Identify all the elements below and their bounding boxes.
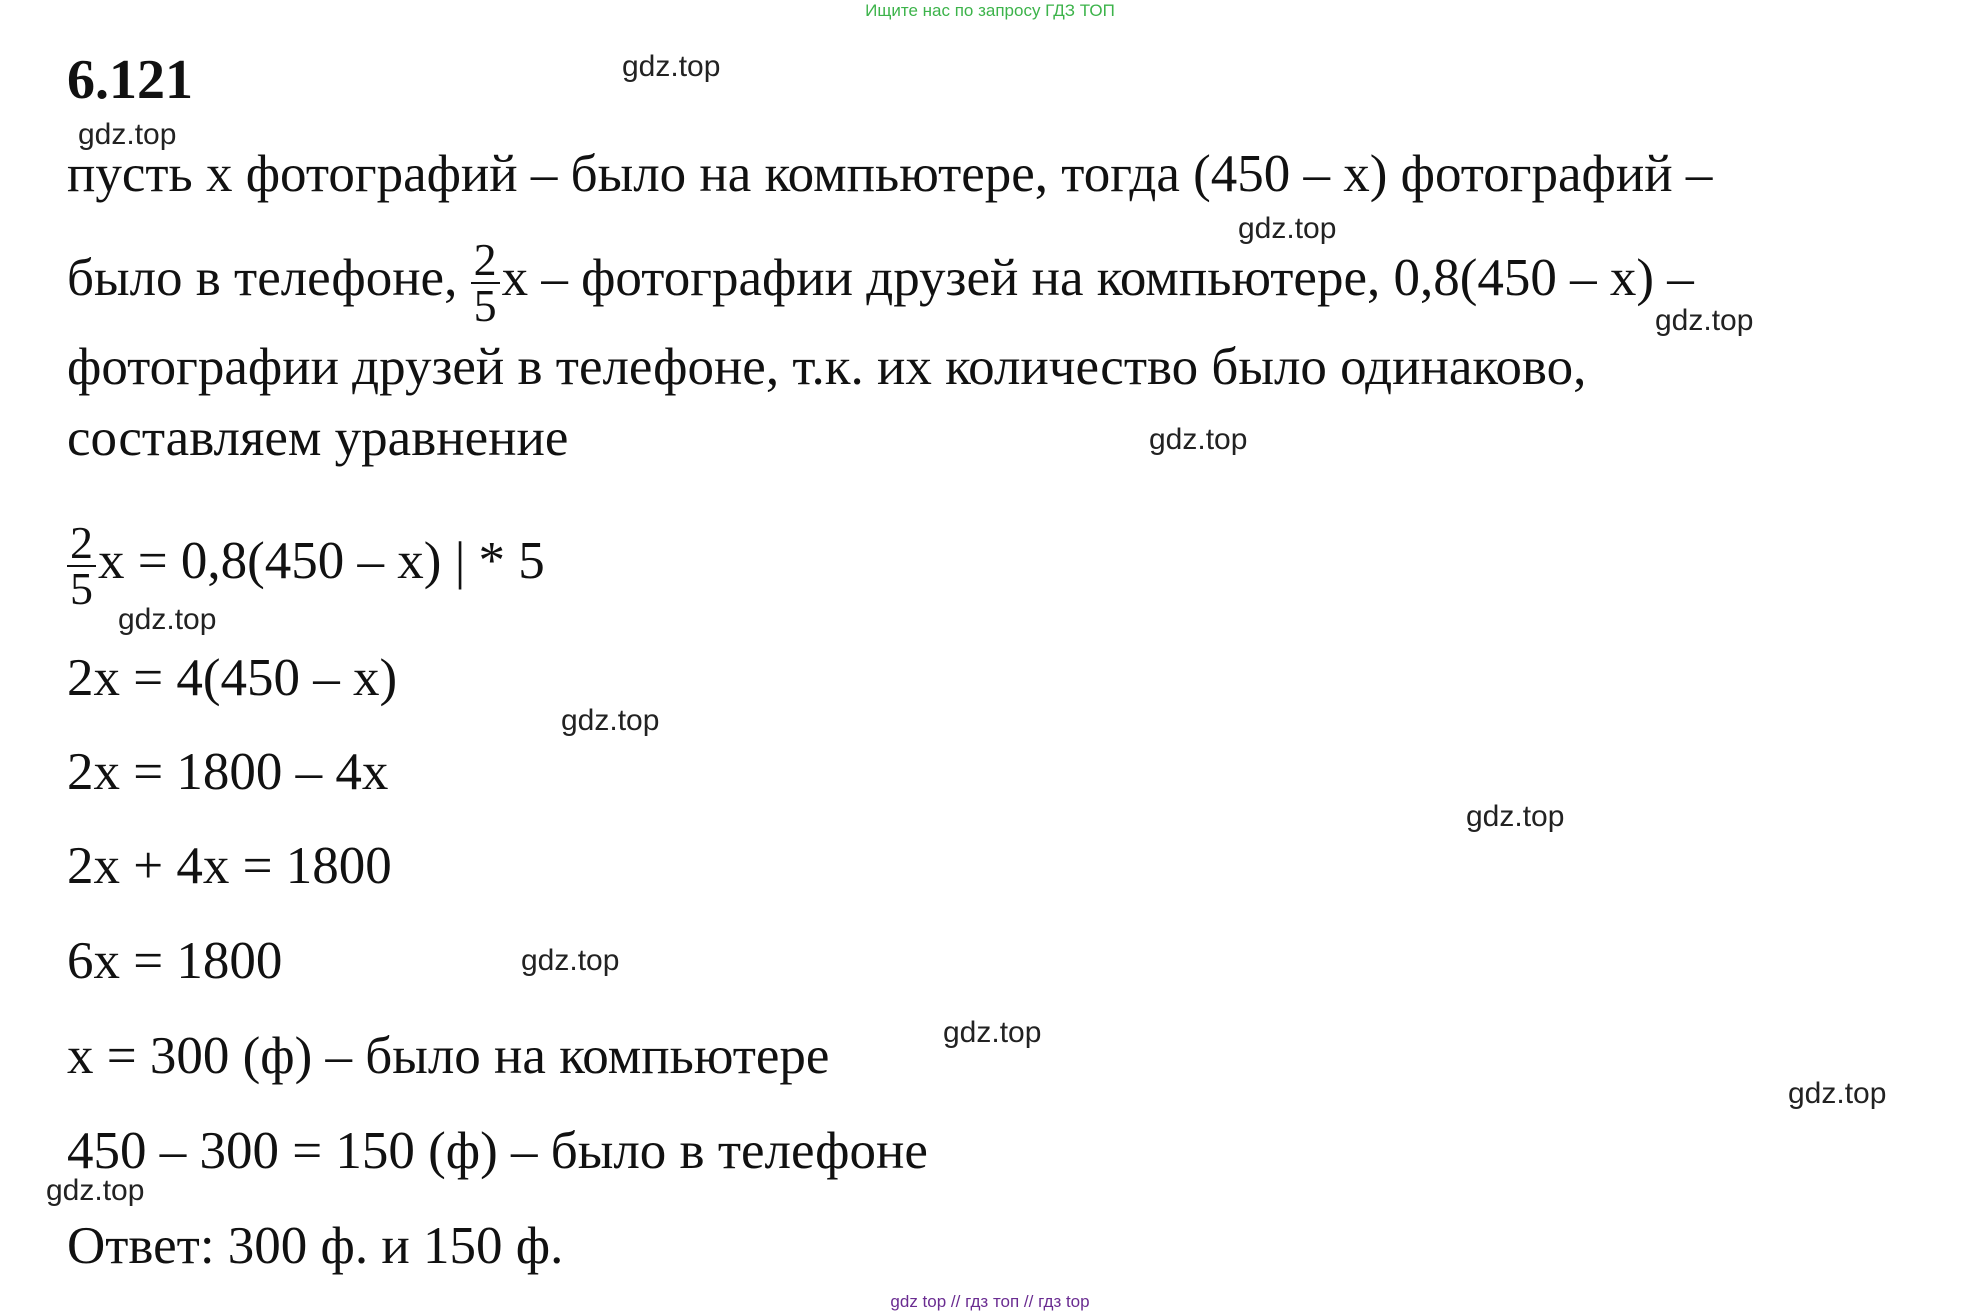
fraction-two-fifths — [471, 234, 500, 331]
watermark: gdz.top — [1238, 212, 1337, 245]
watermark: gdz.top — [622, 50, 721, 83]
text-line-2-end: x – фотографии друзей на компьютере, 0,8(450 – x) – — [501, 249, 1694, 308]
equation-1-rest: x = 0,8(450 – x) | * 5 — [98, 532, 545, 591]
bottom-banner: gdz top // гдз топ // гдз top — [890, 1292, 1090, 1311]
text-line-2 — [67, 234, 1694, 331]
fraction-denominator: 5 — [70, 563, 93, 614]
equation-7: 450 – 300 = 150 (ф) – было в телефоне — [67, 1122, 928, 1180]
equation-1 — [67, 517, 545, 614]
watermark: gdz.top — [561, 704, 660, 737]
fraction-two-fifths-eq — [67, 517, 96, 614]
text-line-3: фотографии друзей в телефоне, т.к. их количество было одинаково, — [67, 338, 1587, 396]
equation-4: 2x + 4x = 1800 — [67, 837, 392, 895]
equation-5: 6x = 1800 — [67, 932, 283, 990]
fraction-numerator: 2 — [471, 238, 500, 284]
watermark: gdz.top — [521, 944, 620, 977]
problem-number: 6.121 — [67, 49, 193, 111]
watermark: gdz.top — [46, 1174, 145, 1207]
fraction-denominator: 5 — [473, 280, 497, 331]
equation-2: 2x = 4(450 – x) — [67, 649, 398, 707]
watermark: gdz.top — [1655, 304, 1754, 337]
answer-line: Ответ: 300 ф. и 150 ф. — [67, 1217, 564, 1275]
watermark: gdz.top — [78, 118, 177, 151]
watermark: gdz.top — [1788, 1077, 1887, 1110]
text-line-2-start: было в телефоне, — [67, 249, 471, 308]
text-line-1: пусть x фотографий – было на компьютере, тогда (450 – x) фотографий – — [67, 145, 1713, 203]
watermark: gdz.top — [943, 1016, 1042, 1049]
equation-6: x = 300 (ф) – было на компьютере — [67, 1027, 830, 1085]
equation-3: 2x = 1800 – 4x — [67, 743, 389, 801]
fraction-numerator: 2 — [67, 521, 96, 567]
watermark: gdz.top — [1466, 800, 1565, 833]
top-banner: Ищите нас по запросу ГДЗ ТОП — [865, 1, 1115, 20]
watermark: gdz.top — [1149, 423, 1248, 456]
watermark: gdz.top — [118, 603, 217, 636]
text-line-4: составляем уравнение — [67, 409, 569, 467]
